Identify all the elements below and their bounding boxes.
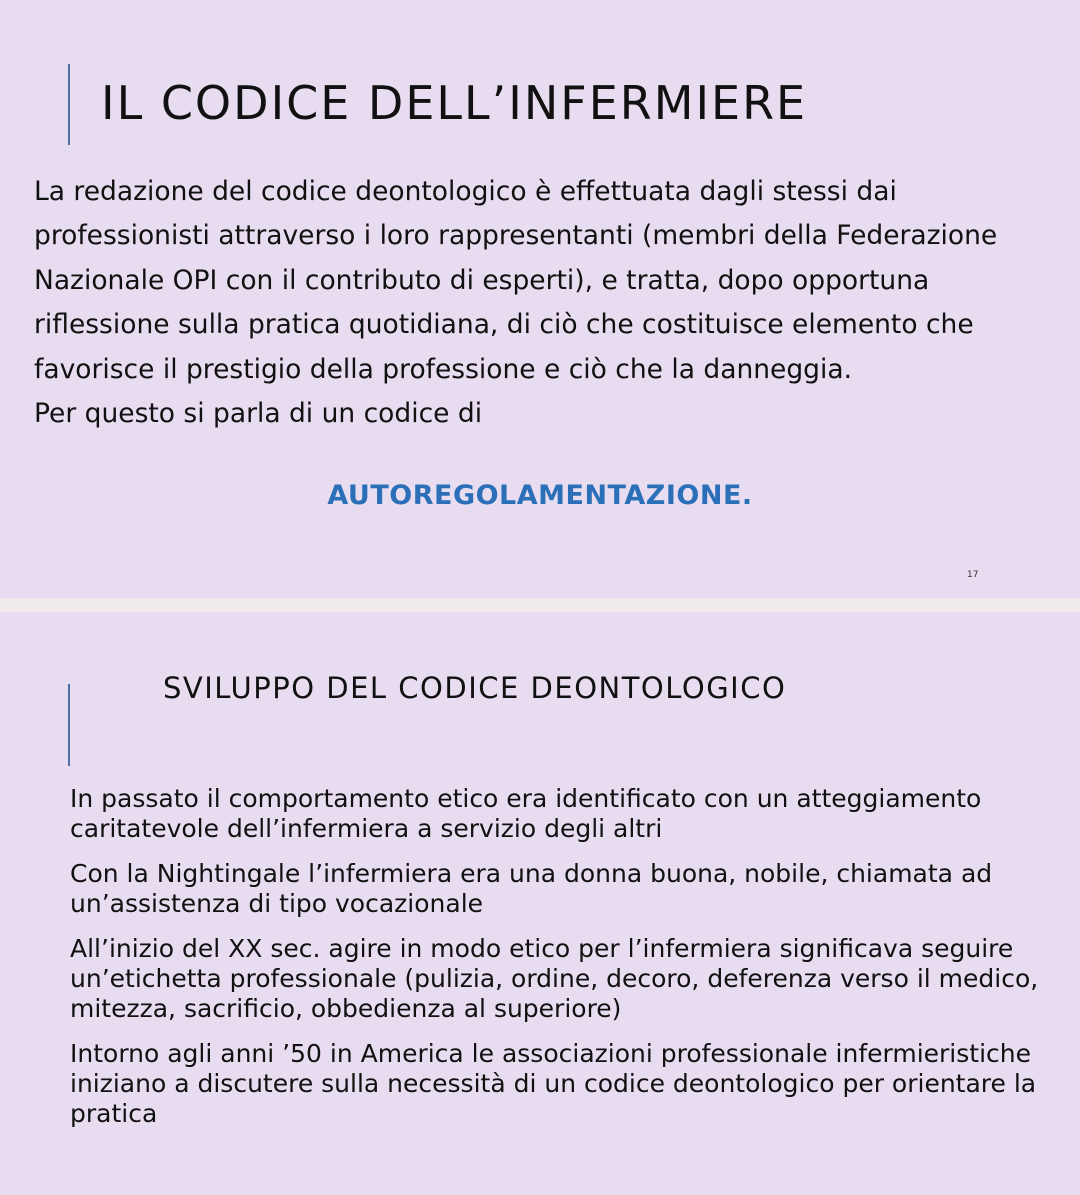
paragraph-anni-50: Intorno agli anni ’50 in America le associazioni professionale infermieristiche iniziano a discutere sulla necessità di un codice deontologico per orientare la pratica xyxy=(70,1039,1037,1128)
slide-2 xyxy=(0,612,1080,1195)
page-number: 17 xyxy=(967,570,979,580)
title-accent-bar xyxy=(68,64,70,145)
slide-1-body-text-2: Per questo si parla di un codice di xyxy=(34,398,483,430)
slide-1-body-text: La redazione del codice deontologico è effettuata dagli stessi dai professionisti attraverso i loro rappresentanti (membri della Federazione Nazionale OPI con il contributo di esperti), e tratta, dopo opportuna riflessione sulla pratica quotidiana, di ciò che costituisce elemento che favorisce il prestigio della professione e ciò che la danneggia. xyxy=(34,176,998,385)
paragraph-passato: In passato il comportamento etico era identificato con un atteggiamento caritatevole dell’infermiera a servizio degli altri xyxy=(70,784,982,843)
slide-1-title: IL CODICE DELL’INFERMIERE xyxy=(101,76,808,130)
slide-separator xyxy=(0,598,1080,612)
title-accent-bar xyxy=(68,684,70,766)
autoregolamentazione-highlight: AUTOREGOLAMENTAZIONE. xyxy=(327,480,753,511)
slide-1-body xyxy=(34,170,1034,436)
slide-2-title: SVILUPPO DEL CODICE DEONTOLOGICO xyxy=(163,671,787,705)
slide-2-body xyxy=(70,784,1045,1144)
paragraph-nightingale: Con la Nightingale l’infermiera era una donna buona, nobile, chiamata ad un’assistenza di tipo vocazionale xyxy=(70,859,993,918)
paragraph-xx-secolo: All’inizio del XX sec. agire in modo etico per l’infermiera significava seguire un’etichetta professionale (pulizia, ordine, decoro, deferenza verso il medico, mitezza, sacrificio, obbedienza al superiore) xyxy=(70,934,1039,1023)
